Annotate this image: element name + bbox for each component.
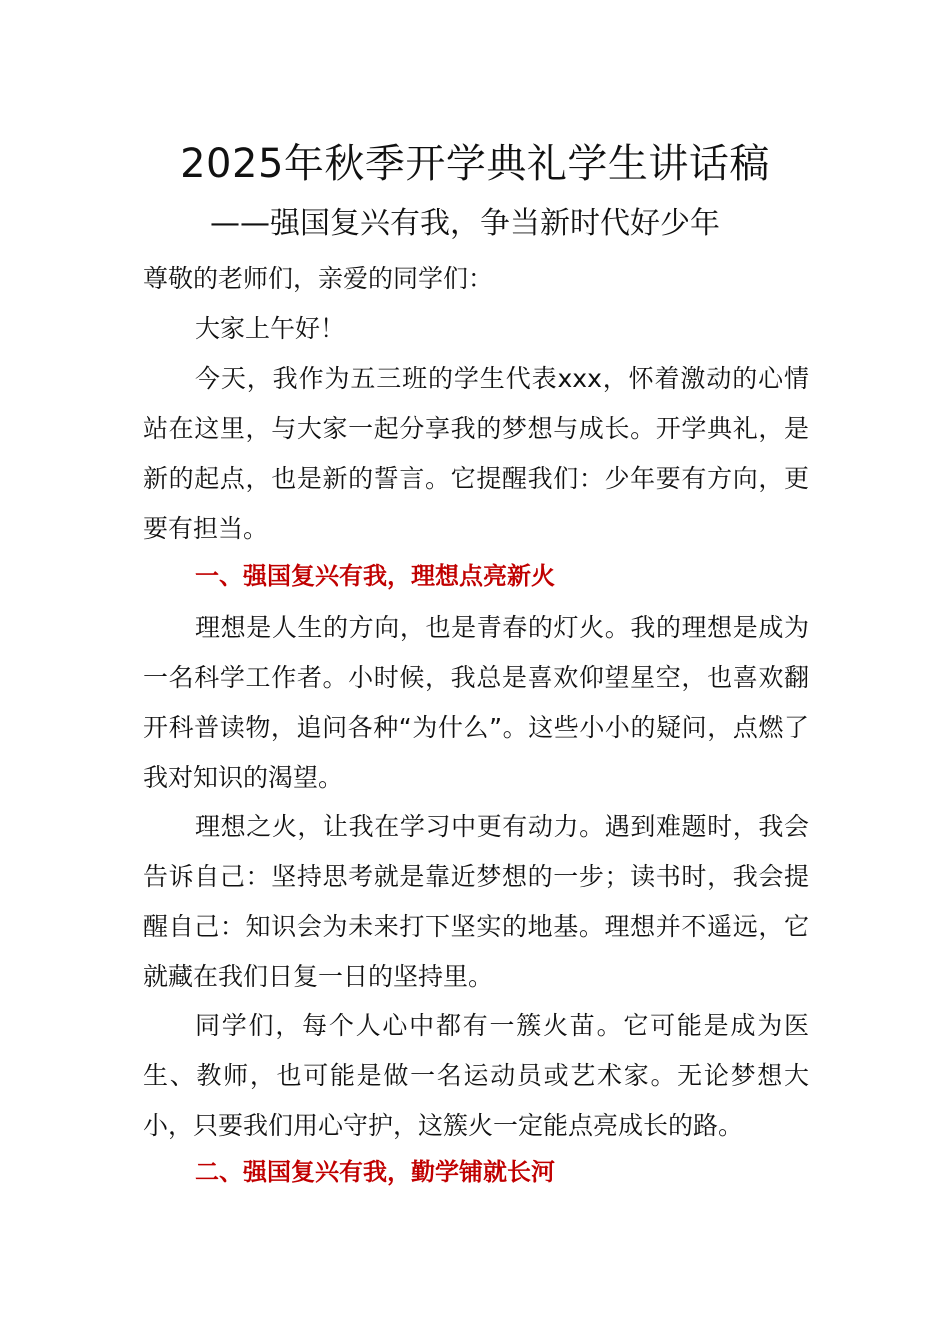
section1-paragraph: 理想之火，让我在学习中更有动力。遇到难题时，我会告诉自己：坚持思考就是靠近梦想的一步；读书时，我会提醒自己：知识会为未来打下坚实的地基。理想并不遥远，它就藏在我们日复一日的坚持里。: [143, 812, 809, 991]
document-subtitle: ——强国复兴有我，争当新时代好少年: [210, 206, 720, 241]
document-title: 2025年秋季开学典礼学生讲话稿: [180, 141, 770, 187]
section-heading-2: 二、强国复兴有我，勤学铺就长河: [195, 1158, 555, 1186]
greeting: 大家上午好！: [195, 314, 346, 343]
intro-paragraph: 今天，我作为五三班的学生代表xxx，怀着激动的心情站在这里，与大家一起分享我的梦想与成长。开学典礼，是新的起点，也是新的誓言。它提醒我们：少年要有方向，更要有担当。: [143, 364, 809, 543]
salutation: 尊敬的老师们，亲爱的同学们：: [143, 264, 494, 293]
section1-paragraph: 同学们，每个人心中都有一簇火苗。它可能是成为医生、教师，也可能是做一名运动员或艺术家。无论梦想大小，只要我们用心守护，这簇火一定能点亮成长的路。: [143, 1011, 809, 1140]
section1-paragraph: 理想是人生的方向，也是青春的灯火。我的理想是成为一名科学工作者。小时候，我总是喜欢仰望星空，也喜欢翻开科普读物，追问各种“为什么”。这些小小的疑问，点燃了我对知识的渴望。: [143, 613, 809, 792]
section-heading-1: 一、强国复兴有我，理想点亮新火: [195, 562, 555, 590]
